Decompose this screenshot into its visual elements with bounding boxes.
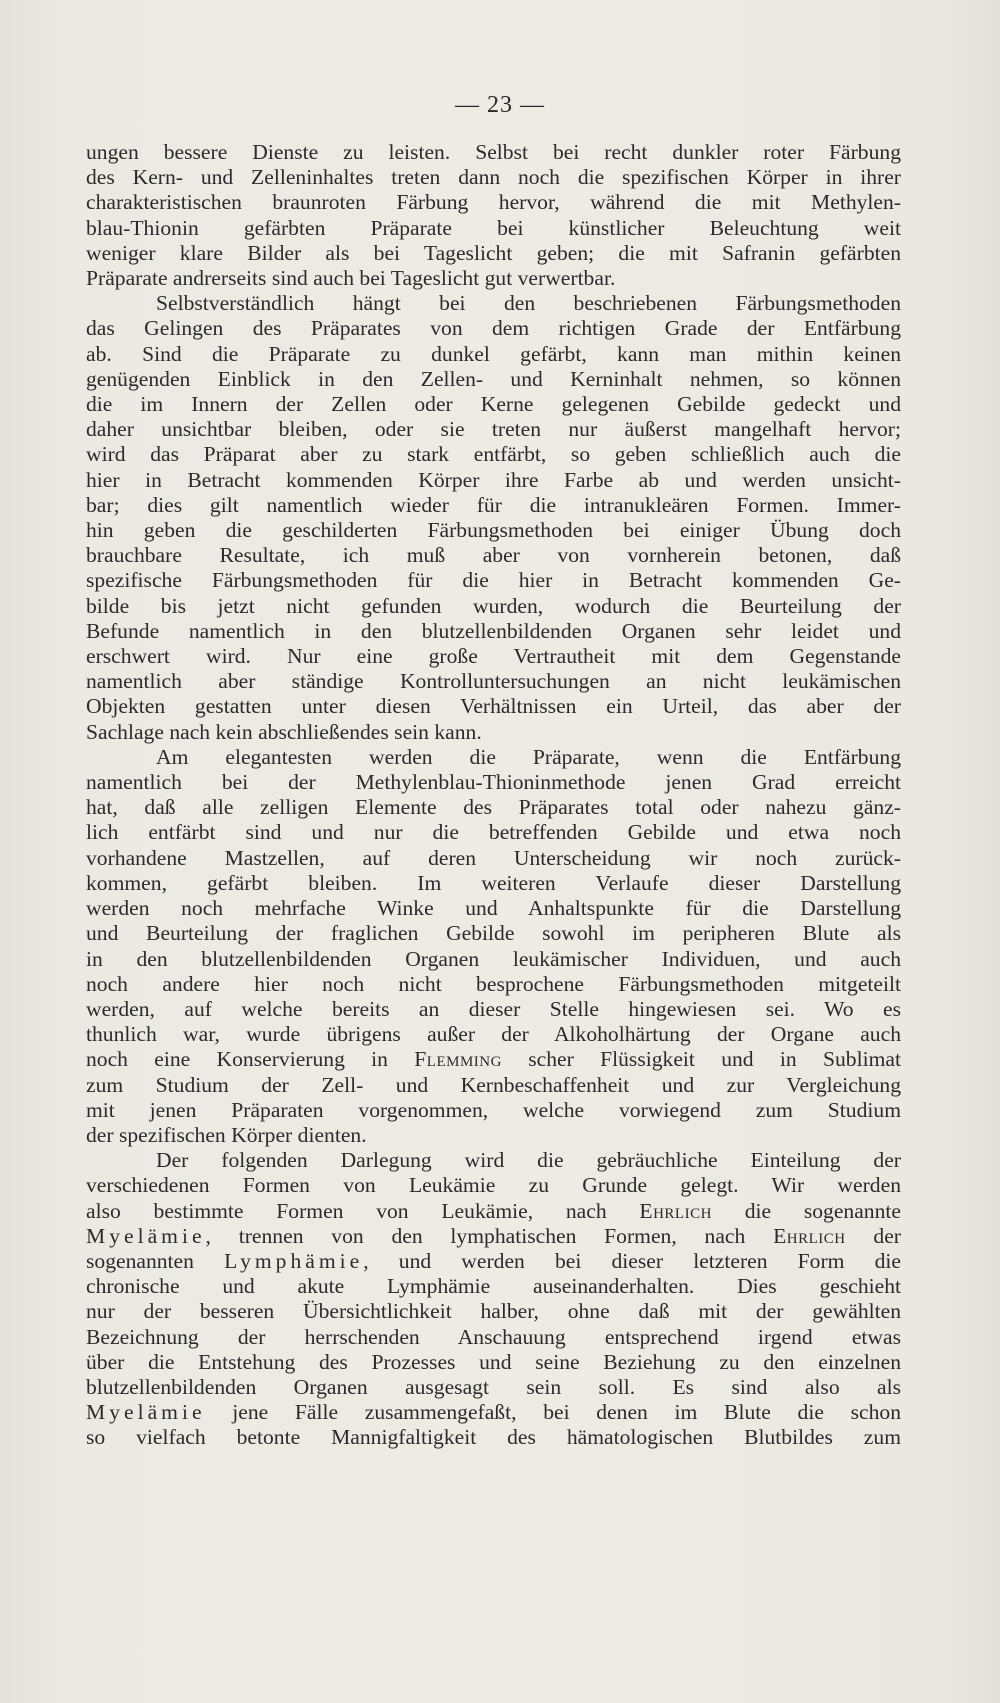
- text-line: daher unsichtbar bleiben, oder sie treten nur äußerst mangelhaft hervor;: [86, 417, 901, 442]
- text-line: zum Studium der Zell- und Kernbeschaffenheit und zur Vergleichung: [86, 1072, 901, 1097]
- text-line: wird das Präparat aber zu stark entfärbt, so geben schließlich auch die: [86, 442, 901, 467]
- text-line: Der folgenden Darlegung wird die gebräuchliche Einteilung der: [156, 1148, 901, 1173]
- body-text: [86, 140, 901, 1451]
- text-line: Am elegantesten werden die Präparate, wenn die Entfärbung: [156, 744, 901, 769]
- text-line: vorhandene Mastzellen, auf deren Unterscheidung wir noch zurück-: [86, 845, 901, 870]
- author-name: Ehrlich: [639, 1198, 712, 1223]
- text-line: charakteristischen braunroten Färbung hervor, während die mit Methylen-: [86, 190, 901, 215]
- text-line: thunlich war, wurde übrigens außer der Alkoholhärtung der Organe auch: [86, 1022, 901, 1047]
- text-line: namentlich bei der Methylenblau-Thioninmethode jenen Grad erreicht: [86, 770, 901, 795]
- text-line: Bezeichnung der herrschenden Anschauung entsprechend irgend etwas: [86, 1324, 901, 1349]
- text-line: mit jenen Präparaten vorgenommen, welche vorwiegend zum Studium: [86, 1097, 901, 1122]
- emphasized-term: Lymphämie: [224, 1248, 364, 1273]
- text-line: kommen, gefärbt bleiben. Im weiteren Verlaufe dieser Darstellung: [86, 870, 901, 895]
- text-line: brauchbare Resultate, ich muß aber von vornherein betonen, daß: [86, 543, 901, 568]
- text-line: bar; dies gilt namentlich wieder für die intranukleären Formen. Immer-: [86, 492, 901, 517]
- text-line: werden, auf welche bereits an dieser Stelle hingewiesen sei. Wo es: [86, 996, 901, 1021]
- text-line: chronische und akute Lymphämie auseinanderhalten. Dies geschieht: [86, 1274, 901, 1299]
- text-line: ungen bessere Dienste zu leisten. Selbst bei recht dunkler roter Färbung: [86, 140, 901, 164]
- text-line: in den blutzellenbildenden Organen leukämischer Individuen, und auch: [86, 946, 901, 971]
- text-line: spezifische Färbungsmethoden für die hier in Betracht kommenden Ge-: [86, 568, 901, 593]
- text-line: namentlich aber ständige Kontrolluntersuchungen an nicht leukämischen: [86, 669, 901, 694]
- paragraph: [86, 291, 901, 745]
- author-name: Flemming: [414, 1047, 502, 1072]
- text-line: noch eine Konservierung in Flemming scher Flüssigkeit und in Sublimat: [86, 1047, 901, 1072]
- text-line: also bestimmte Formen von Leukämie, nach Ehrlich die sogenannte: [86, 1198, 901, 1223]
- text-line: Objekten gestatten unter diesen Verhältnissen ein Urteil, das aber der: [86, 694, 901, 719]
- text-line: Befunde namentlich in den blutzellenbildenden Organen sehr leidet und: [86, 618, 901, 643]
- text-line: weniger klare Bilder als bei Tageslicht geben; die mit Safranin gefärbten: [86, 240, 901, 265]
- text-line: erschwert wird. Nur eine große Vertrautheit mit dem Gegenstande: [86, 644, 901, 669]
- text-line: blau-Thionin gefärbten Präparate bei künstlicher Beleuchtung weit: [86, 215, 901, 240]
- emphasized-term: Myelämie: [86, 1223, 206, 1248]
- text-line: blutzellenbildenden Organen ausgesagt sein soll. Es sind also als: [86, 1374, 901, 1399]
- text-line: des Kern- und Zelleninhaltes treten dann noch die spezifischen Körper in ihrer: [86, 165, 901, 190]
- paragraph: [86, 140, 901, 291]
- text-line: hin geben die geschilderten Färbungsmethoden bei einiger Übung doch: [86, 518, 901, 543]
- text-line: der spezifischen Körper dienten.: [86, 1122, 367, 1147]
- text-line: Myelämie, trennen von den lymphatischen Formen, nach Ehrlich der: [86, 1223, 901, 1248]
- text-line: sogenannten Lymphämie, und werden bei dieser letzteren Form die: [86, 1248, 901, 1273]
- text-line: über die Entstehung des Prozesses und seine Beziehung zu den einzelnen: [86, 1349, 901, 1374]
- text-line: die im Innern der Zellen oder Kerne gelegenen Gebilde gedeckt und: [86, 392, 901, 417]
- text-line: das Gelingen des Präparates von dem richtigen Grade der Entfärbung: [86, 316, 901, 341]
- text-line: hat, daß alle zelligen Elemente des Präparates total oder nahezu gänz-: [86, 795, 901, 820]
- page-number: — 23 —: [455, 92, 545, 118]
- text-line: genügenden Einblick in den Zellen- und Kerninhalt nehmen, so können: [86, 366, 901, 391]
- text-line: Sachlage nach kein abschließendes sein kann.: [86, 719, 482, 744]
- author-name: Ehrlich: [773, 1223, 846, 1248]
- text-line: verschiedenen Formen von Leukämie zu Grunde gelegt. Wir werden: [86, 1173, 901, 1198]
- text-line: ab. Sind die Präparate zu dunkel gefärbt, kann man mithin keinen: [86, 341, 901, 366]
- text-line: Präparate andrerseits sind auch bei Tageslicht gut verwertbar.: [86, 266, 616, 291]
- text-line: werden noch mehrfache Winke und Anhaltspunkte für die Darstellung: [86, 896, 901, 921]
- text-line: hier in Betracht kommenden Körper ihre Farbe ab und werden unsicht-: [86, 467, 901, 492]
- text-line: nur der besseren Übersichtlichkeit halber, ohne daß mit der gewählten: [86, 1299, 901, 1324]
- text-line: lich entfärbt sind und nur die betreffenden Gebilde und etwa noch: [86, 820, 901, 845]
- text-line: Myelämie jene Fälle zusammengefaßt, bei denen im Blute die schon: [86, 1400, 901, 1425]
- paragraph: [86, 745, 901, 1148]
- text-line: so vielfach betonte Mannigfaltigkeit des hämatologischen Blutbildes zum: [86, 1425, 901, 1450]
- text-line: noch andere hier noch nicht besprochene Färbungsmethoden mitgeteilt: [86, 971, 901, 996]
- emphasized-term: Myelämie: [86, 1400, 206, 1425]
- text-line: bilde bis jetzt nicht gefunden wurden, wodurch die Beurteilung der: [86, 593, 901, 618]
- text-line: Selbstverständlich hängt bei den beschriebenen Färbungsmethoden: [156, 291, 901, 316]
- paragraph: [86, 1148, 901, 1450]
- text-line: und Beurteilung der fraglichen Gebilde sowohl im peripheren Blute als: [86, 921, 901, 946]
